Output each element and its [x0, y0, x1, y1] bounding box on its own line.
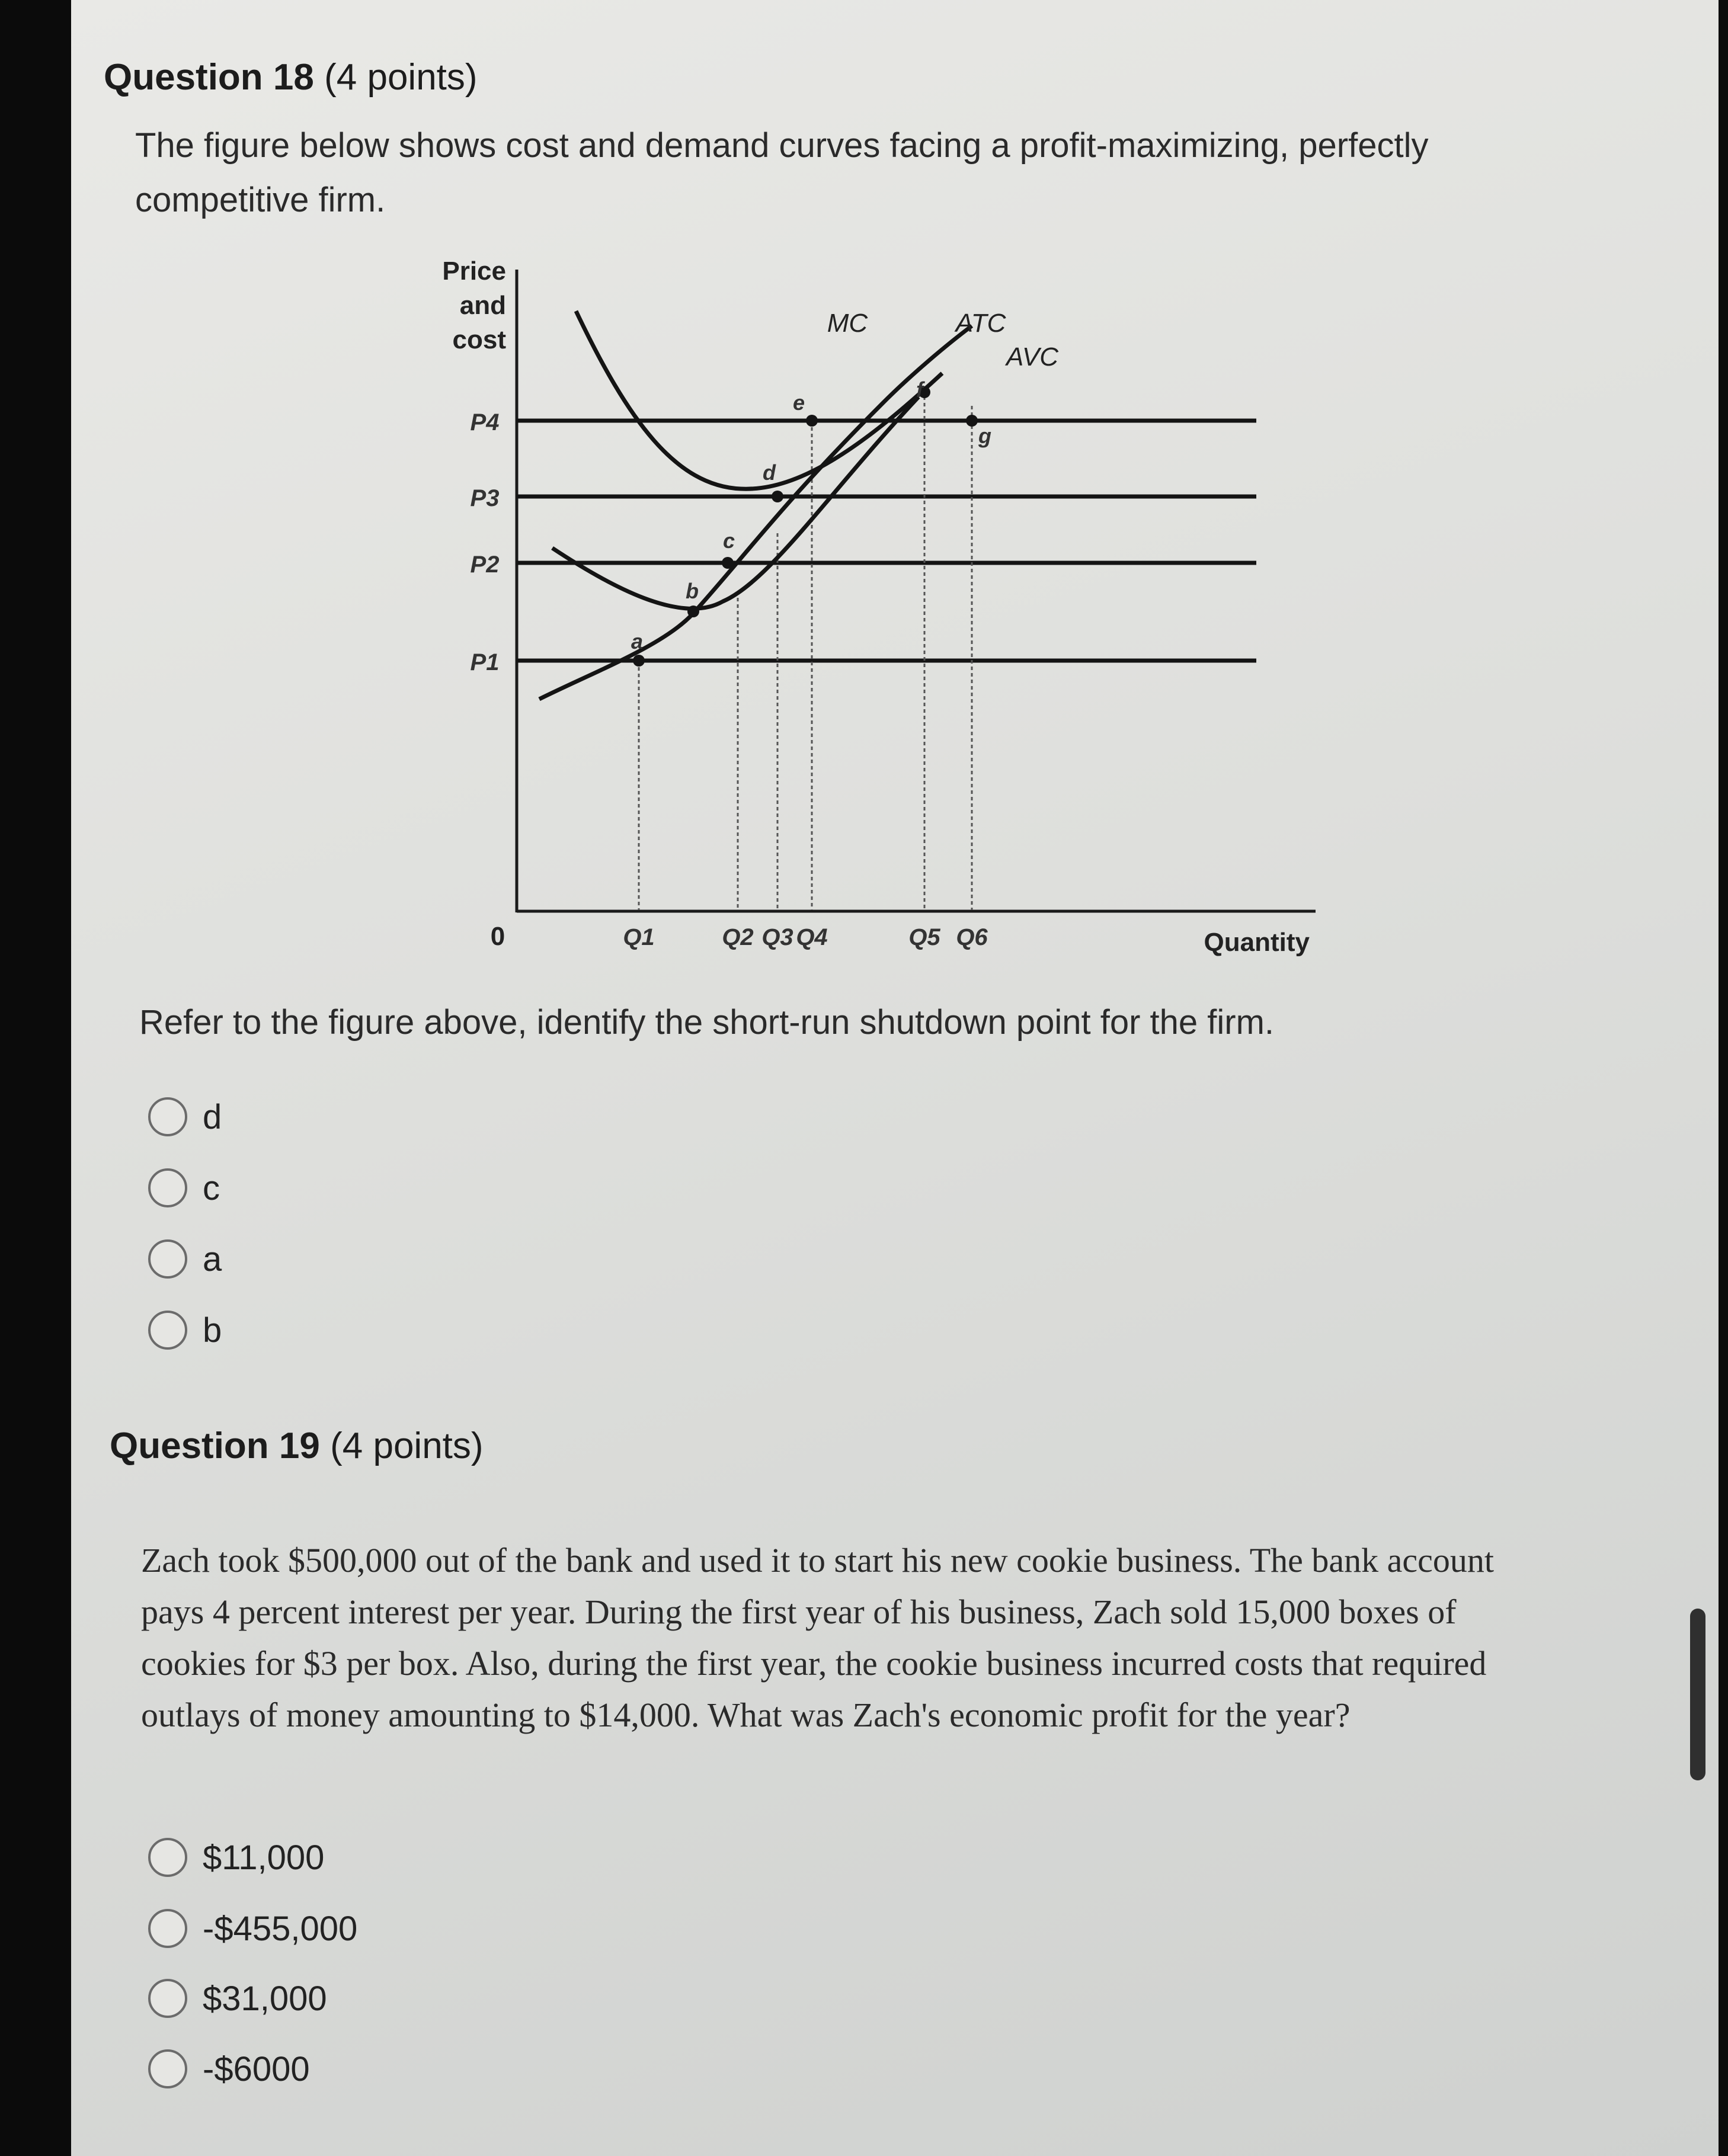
- q19-option-label: $31,000: [203, 1979, 327, 2018]
- avc-label: AVC: [1006, 342, 1059, 371]
- q19-option-label: $11,000: [203, 1838, 325, 1877]
- point-g: [966, 415, 978, 427]
- y-label-price: Price: [442, 257, 506, 286]
- q19-header: [110, 1425, 484, 1467]
- q19-radio-neg6000[interactable]: [148, 2049, 187, 2088]
- point-label-g: g: [978, 424, 991, 448]
- q18-option-b[interactable]: [148, 1306, 222, 1354]
- quantity-label-q1: Q1: [623, 924, 655, 950]
- price-labels: [471, 409, 500, 675]
- q18-option-label: a: [203, 1239, 222, 1279]
- q18-points: (4 points): [324, 57, 478, 98]
- q18-option-label: d: [203, 1097, 222, 1136]
- q19-prompt: Zach took $500,000 out of the bank and used it to start his new cookie business. The bank account pays 4 percent interest per year. During the first year of his business, Zach sold 15,000 boxes of cookies for $3 per box. Also, during the first year, the cookie business incurred costs that required outlays of money amounting to $14,000. What was Zach's economic profit for the year?: [141, 1541, 1495, 1734]
- origin-label: 0: [490, 922, 505, 951]
- point-label-c: c: [722, 528, 735, 553]
- q18-radio-a[interactable]: [148, 1239, 187, 1279]
- point-b: [687, 606, 699, 617]
- quantity-dropdown-lines: [639, 390, 972, 910]
- mc-curve: [539, 326, 972, 699]
- q18-option-c[interactable]: [148, 1164, 220, 1212]
- q18-option-a[interactable]: [148, 1235, 222, 1283]
- point-label-b: b: [686, 579, 699, 603]
- point-e: [806, 415, 818, 427]
- price-label-p1: P1: [470, 649, 500, 675]
- q19-option-neg455000[interactable]: [148, 1905, 357, 1952]
- price-lines: [517, 421, 1256, 661]
- q18-option-label: c: [203, 1168, 220, 1207]
- quantity-label-q3: Q3: [761, 924, 793, 950]
- q19-number: Question 19: [110, 1425, 320, 1466]
- y-label-cost: cost: [452, 325, 506, 354]
- quantity-label-q2: Q2: [722, 924, 754, 950]
- q18-option-d[interactable]: [148, 1093, 222, 1141]
- q18-number: Question 18: [104, 57, 314, 98]
- price-label-p4: P4: [470, 409, 500, 435]
- y-label-and: and: [459, 291, 506, 320]
- q18-radio-d[interactable]: [148, 1097, 187, 1136]
- scrollbar[interactable]: [1690, 1609, 1705, 1780]
- point-a: [633, 655, 645, 667]
- q18-header: [104, 56, 478, 98]
- q18-refer-text: Refer to the figure above, identify the short-run shutdown point for the firm.: [139, 1003, 1275, 1042]
- q19-option-11000[interactable]: [148, 1834, 324, 1881]
- q19-points: (4 points): [330, 1425, 484, 1466]
- atc-label: ATC: [955, 309, 1006, 338]
- q18-radio-c[interactable]: [148, 1168, 187, 1207]
- screen: [71, 0, 1719, 2156]
- point-label-e: e: [792, 390, 805, 415]
- point-label-d: d: [763, 460, 776, 485]
- price-label-p2: P2: [470, 552, 500, 578]
- q19-radio-31000[interactable]: [148, 1979, 187, 2018]
- avc-curve: [552, 397, 919, 608]
- q19-option-label: -$455,000: [203, 1909, 358, 1948]
- q18-prompt: The figure below shows cost and demand curves facing a profit-maximizing, perfectly competitive firm.: [135, 126, 1429, 219]
- q18-option-label: b: [203, 1311, 222, 1350]
- point-label-f: f: [916, 377, 923, 402]
- quantity-label-q6: Q6: [956, 924, 988, 950]
- mc-label: MC: [827, 309, 868, 338]
- quantity-label-q4: Q4: [796, 924, 828, 950]
- q19-option-label: -$6000: [203, 2049, 310, 2088]
- quantity-labels: [623, 924, 988, 950]
- quantity-label-q5: Q5: [908, 924, 940, 950]
- point-d: [772, 491, 783, 502]
- cost-demand-chart: [415, 255, 1363, 966]
- point-label-a: a: [631, 629, 644, 653]
- q19-option-neg6000[interactable]: [148, 2045, 310, 2093]
- q18-radio-b[interactable]: [148, 1311, 187, 1350]
- q19-radio-neg455000[interactable]: [148, 1909, 187, 1948]
- q19-option-31000[interactable]: [148, 1975, 327, 2022]
- point-c: [722, 557, 734, 569]
- price-label-p3: P3: [470, 485, 500, 511]
- q19-radio-11000[interactable]: [148, 1838, 187, 1877]
- x-axis-label: Quantity: [1204, 928, 1310, 957]
